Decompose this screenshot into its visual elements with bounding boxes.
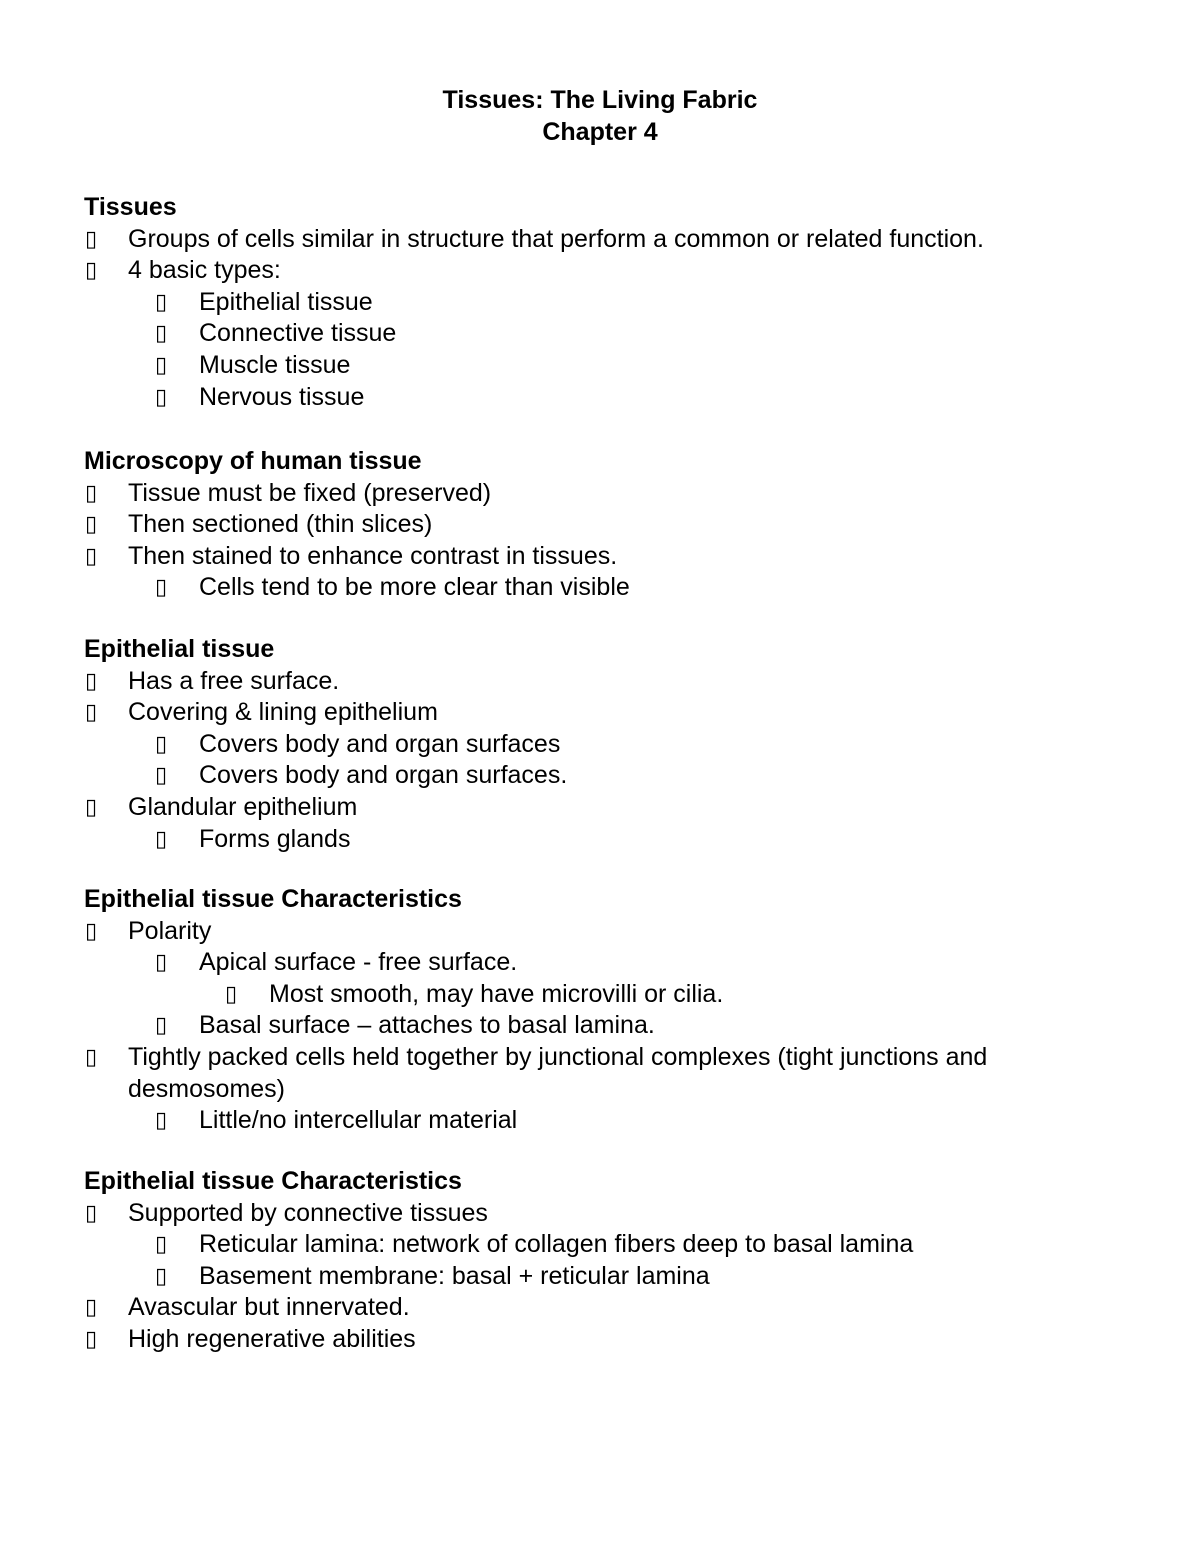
document-title [0, 84, 1200, 148]
bullet-icon: ▯ [154, 321, 168, 347]
list-item [84, 792, 1124, 824]
list-item-text: Covers body and organ surfaces [199, 729, 561, 758]
section-epithelial-characteristics-1 [84, 884, 1124, 1137]
list-item-text: Little/no intercellular material [199, 1106, 518, 1135]
bullet-icon: ▯ [84, 480, 98, 506]
list-item-text: Covering & lining epithelium [128, 698, 438, 727]
bullet-icon: ▯ [154, 731, 168, 757]
bullet-icon: ▯ [84, 668, 98, 694]
list-item [84, 541, 1124, 573]
list-item [84, 287, 1124, 319]
list-item-text: Epithelial tissue [199, 287, 373, 316]
list-item-text: Supported by connective tissues [128, 1198, 488, 1227]
list-item-text: Glandular epithelium [128, 792, 358, 821]
bullet-icon: ▯ [154, 1108, 168, 1134]
list-item-text: 4 basic types: [128, 256, 281, 285]
bullet-icon: ▯ [154, 352, 168, 378]
list-item-text: Polarity [128, 916, 212, 945]
list-item [84, 697, 1124, 729]
list-item-text: Basement membrane: basal + reticular lamina [199, 1261, 710, 1290]
list-item-text: Then stained to enhance contrast in tissues. [128, 541, 618, 570]
bullet-icon: ▯ [154, 1232, 168, 1258]
bullet-icon: ▯ [154, 1263, 168, 1289]
bullet-icon: ▯ [84, 700, 98, 726]
bullet-icon: ▯ [154, 384, 168, 410]
bullet-icon: ▯ [154, 289, 168, 315]
bullet-icon: ▯ [84, 512, 98, 538]
bullet-icon: ▯ [84, 1044, 98, 1070]
section-heading: Tissues [84, 193, 177, 221]
section-tissues [84, 192, 1124, 413]
list-item [84, 1105, 1124, 1137]
bullet-icon: ▯ [84, 543, 98, 569]
list-item-text: Apical surface - free surface. [199, 948, 518, 977]
list-item [84, 1010, 1124, 1042]
list-item [84, 350, 1124, 382]
list-item [84, 318, 1124, 350]
list-item [84, 1198, 1124, 1230]
list-item-text: Basal surface – attaches to basal lamina. [199, 1011, 655, 1040]
list-item-text: Cells tend to be more clear than visible [199, 573, 630, 602]
list-item [84, 572, 1124, 604]
list-item [84, 509, 1124, 541]
list-item [84, 1261, 1124, 1293]
bullet-icon: ▯ [224, 981, 238, 1007]
list-item [84, 824, 1124, 856]
list-item-text: Reticular lamina: network of collagen fibers deep to basal lamina [199, 1230, 914, 1259]
list-item-text: Tightly packed cells held together by junctional complexes (tight junctions and desmosomes) [128, 1042, 988, 1103]
list-item [84, 255, 1124, 287]
list-item-text: Covers body and organ surfaces. [199, 761, 568, 790]
list-item-text: Tissue must be fixed (preserved) [128, 478, 492, 507]
list-item [84, 979, 1124, 1011]
bullet-icon: ▯ [154, 950, 168, 976]
list-item [84, 224, 1124, 256]
list-item [84, 729, 1124, 761]
list-item-text: Avascular but innervated. [128, 1293, 410, 1322]
list-item [84, 478, 1124, 510]
list-item [84, 760, 1124, 792]
bullet-icon: ▯ [84, 226, 98, 252]
section-heading: Epithelial tissue Characteristics [84, 1167, 462, 1195]
bullet-icon: ▯ [154, 826, 168, 852]
list-item-text: High regenerative abilities [128, 1324, 416, 1353]
list-item-text: Muscle tissue [199, 350, 351, 379]
list-item [84, 1324, 1124, 1356]
bullet-icon: ▯ [84, 918, 98, 944]
title-line-2: Chapter 4 [542, 118, 658, 146]
list-item-text: Has a free surface. [128, 666, 340, 695]
bullet-icon: ▯ [84, 258, 98, 284]
bullet-icon: ▯ [154, 575, 168, 601]
section-microscopy [84, 446, 1124, 604]
section-heading: Microscopy of human tissue [84, 447, 422, 475]
list-item [84, 1292, 1124, 1324]
list-item [84, 1229, 1124, 1261]
bullet-icon: ▯ [84, 1200, 98, 1226]
list-item-text: Nervous tissue [199, 382, 365, 411]
list-item [84, 947, 1124, 979]
title-line-1: Tissues: The Living Fabric [442, 86, 758, 114]
list-item-text: Groups of cells similar in structure that perform a common or related function. [128, 224, 984, 253]
bullet-icon: ▯ [84, 1326, 98, 1352]
section-epithelial-characteristics-2 [84, 1166, 1124, 1356]
bullet-icon: ▯ [84, 1295, 98, 1321]
bullet-icon: ▯ [154, 1013, 168, 1039]
list-item-text: Then sectioned (thin slices) [128, 510, 433, 539]
bullet-icon: ▯ [154, 763, 168, 789]
list-item-text: Connective tissue [199, 319, 397, 348]
section-heading: Epithelial tissue [84, 635, 275, 663]
list-item [84, 666, 1124, 698]
list-item [84, 1042, 1124, 1105]
bullet-icon: ▯ [84, 794, 98, 820]
list-item-text: Forms glands [199, 824, 351, 853]
list-item-text: Most smooth, may have microvilli or cilia. [269, 979, 724, 1008]
list-item [84, 916, 1124, 948]
list-item [84, 382, 1124, 414]
section-heading: Epithelial tissue Characteristics [84, 885, 462, 913]
section-epithelial-tissue [84, 634, 1124, 855]
